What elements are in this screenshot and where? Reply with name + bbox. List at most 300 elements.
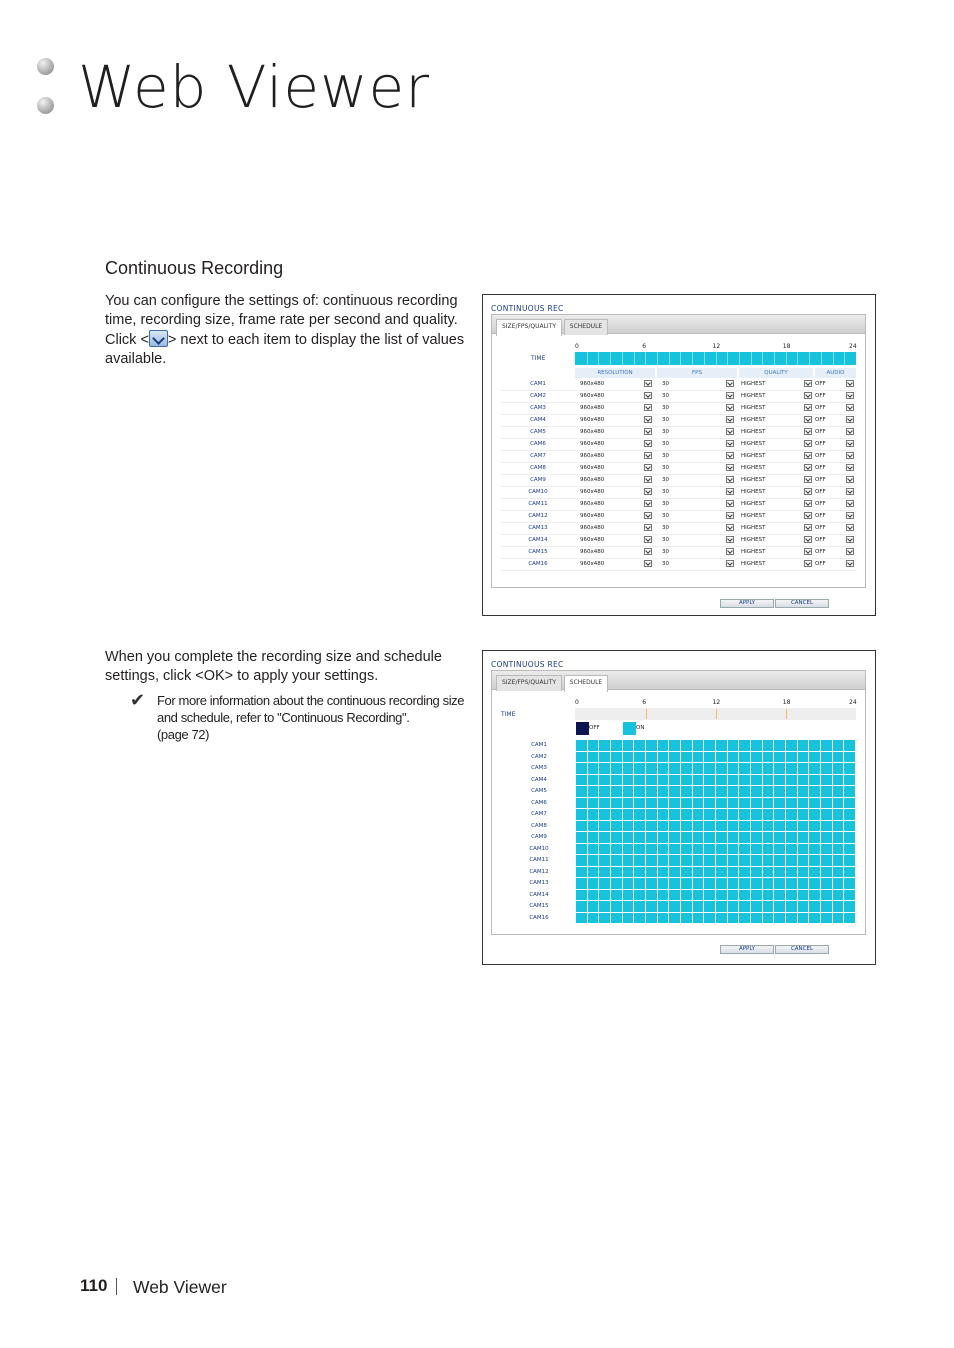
schedule-cell[interactable] — [774, 844, 786, 856]
schedule-cell[interactable] — [576, 798, 588, 810]
schedule-cell[interactable] — [809, 763, 821, 775]
fps-dropdown-icon[interactable] — [726, 428, 734, 435]
schedule-cell[interactable] — [844, 809, 856, 821]
quality-dropdown-icon[interactable] — [804, 548, 812, 555]
schedule-cell[interactable] — [728, 763, 740, 775]
schedule-cell[interactable] — [669, 752, 681, 764]
schedule-cell[interactable] — [763, 821, 775, 833]
schedule-cell[interactable] — [669, 786, 681, 798]
schedule-cell[interactable] — [693, 763, 705, 775]
quality-dropdown-icon[interactable] — [804, 560, 812, 567]
schedule-cell[interactable] — [751, 901, 763, 913]
schedule-cell[interactable] — [798, 890, 810, 902]
audio-dropdown-icon[interactable] — [846, 524, 854, 531]
schedule-cell[interactable] — [763, 798, 775, 810]
schedule-cell[interactable] — [681, 775, 693, 787]
fps-dropdown-icon[interactable] — [726, 440, 734, 447]
schedule-cell[interactable] — [786, 821, 798, 833]
schedule-cell[interactable] — [646, 844, 658, 856]
audio-dropdown-icon[interactable] — [846, 380, 854, 387]
schedule-cell[interactable] — [658, 890, 670, 902]
schedule-cell[interactable] — [716, 809, 728, 821]
schedule-cell[interactable] — [669, 775, 681, 787]
schedule-cell[interactable] — [786, 786, 798, 798]
schedule-cell[interactable] — [681, 878, 693, 890]
schedule-cell[interactable] — [786, 775, 798, 787]
schedule-cell[interactable] — [844, 832, 856, 844]
resolution-dropdown-icon[interactable] — [644, 380, 652, 387]
audio-dropdown-icon[interactable] — [846, 476, 854, 483]
schedule-cell[interactable] — [693, 752, 705, 764]
schedule-cell[interactable] — [634, 798, 646, 810]
schedule-cell[interactable] — [844, 913, 856, 925]
schedule-cell[interactable] — [693, 832, 705, 844]
schedule-cell[interactable] — [774, 867, 786, 879]
resolution-dropdown-icon[interactable] — [644, 500, 652, 507]
schedule-cell[interactable] — [599, 878, 611, 890]
schedule-cell[interactable] — [704, 740, 716, 752]
schedule-cell[interactable] — [751, 740, 763, 752]
schedule-cell[interactable] — [704, 821, 716, 833]
schedule-cell[interactable] — [786, 913, 798, 925]
schedule-cell[interactable] — [646, 786, 658, 798]
schedule-cell[interactable] — [576, 752, 588, 764]
schedule-cell[interactable] — [763, 763, 775, 775]
schedule-cell[interactable] — [798, 832, 810, 844]
schedule-cell[interactable] — [576, 867, 588, 879]
audio-dropdown-icon[interactable] — [846, 500, 854, 507]
audio-dropdown-icon[interactable] — [846, 404, 854, 411]
quality-dropdown-icon[interactable] — [804, 536, 812, 543]
schedule-cell[interactable] — [658, 798, 670, 810]
schedule-cell[interactable] — [809, 786, 821, 798]
schedule-cell[interactable] — [599, 786, 611, 798]
fps-dropdown-icon[interactable] — [726, 452, 734, 459]
schedule-cell[interactable] — [646, 740, 658, 752]
schedule-cell[interactable] — [798, 775, 810, 787]
schedule-cell[interactable] — [681, 913, 693, 925]
schedule-cell[interactable] — [844, 878, 856, 890]
schedule-cell[interactable] — [681, 844, 693, 856]
schedule-cell[interactable] — [576, 786, 588, 798]
fps-dropdown-icon[interactable] — [726, 464, 734, 471]
schedule-cell[interactable] — [611, 890, 623, 902]
schedule-cell[interactable] — [634, 775, 646, 787]
schedule-cell[interactable] — [809, 809, 821, 821]
resolution-dropdown-icon[interactable] — [644, 548, 652, 555]
schedule-cell[interactable] — [658, 775, 670, 787]
schedule-cell[interactable] — [774, 901, 786, 913]
schedule-cell[interactable] — [821, 867, 833, 879]
schedule-cell[interactable] — [704, 844, 716, 856]
schedule-cell[interactable] — [623, 798, 635, 810]
audio-dropdown-icon[interactable] — [846, 536, 854, 543]
schedule-cell[interactable] — [623, 844, 635, 856]
fps-dropdown-icon[interactable] — [726, 548, 734, 555]
schedule-cell[interactable] — [763, 844, 775, 856]
schedule-cell[interactable] — [599, 763, 611, 775]
schedule-cell[interactable] — [774, 752, 786, 764]
schedule-cell[interactable] — [634, 821, 646, 833]
schedule-cell[interactable] — [833, 798, 845, 810]
schedule-cell[interactable] — [774, 798, 786, 810]
quality-dropdown-icon[interactable] — [804, 440, 812, 447]
resolution-dropdown-icon[interactable] — [644, 464, 652, 471]
schedule-cell[interactable] — [844, 890, 856, 902]
schedule-cell[interactable] — [739, 798, 751, 810]
schedule-cell[interactable] — [646, 890, 658, 902]
schedule-cell[interactable] — [728, 809, 740, 821]
schedule-cell[interactable] — [681, 809, 693, 821]
quality-dropdown-icon[interactable] — [804, 452, 812, 459]
schedule-cell[interactable] — [716, 890, 728, 902]
quality-dropdown-icon[interactable] — [804, 512, 812, 519]
schedule-cell[interactable] — [634, 740, 646, 752]
schedule-cell[interactable] — [634, 901, 646, 913]
schedule-cell[interactable] — [646, 752, 658, 764]
audio-dropdown-icon[interactable] — [846, 512, 854, 519]
schedule-cell[interactable] — [588, 740, 600, 752]
schedule-cell[interactable] — [716, 763, 728, 775]
schedule-cell[interactable] — [646, 901, 658, 913]
schedule-cell[interactable] — [669, 855, 681, 867]
schedule-cell[interactable] — [669, 844, 681, 856]
schedule-cell[interactable] — [599, 901, 611, 913]
schedule-cell[interactable] — [576, 763, 588, 775]
resolution-dropdown-icon[interactable] — [644, 392, 652, 399]
schedule-cell[interactable] — [716, 821, 728, 833]
schedule-cell[interactable] — [681, 890, 693, 902]
schedule-cell[interactable] — [821, 786, 833, 798]
schedule-cell[interactable] — [751, 798, 763, 810]
schedule-cell[interactable] — [798, 901, 810, 913]
apply-button[interactable]: APPLY — [720, 599, 774, 608]
schedule-cell[interactable] — [844, 901, 856, 913]
schedule-cell[interactable] — [833, 901, 845, 913]
schedule-cell[interactable] — [774, 890, 786, 902]
schedule-cell[interactable] — [809, 775, 821, 787]
resolution-dropdown-icon[interactable] — [644, 452, 652, 459]
schedule-cell[interactable] — [599, 832, 611, 844]
schedule-cell[interactable] — [634, 752, 646, 764]
schedule-cell[interactable] — [728, 913, 740, 925]
schedule-cell[interactable] — [716, 855, 728, 867]
quality-dropdown-icon[interactable] — [804, 404, 812, 411]
schedule-cell[interactable] — [798, 786, 810, 798]
resolution-dropdown-icon[interactable] — [644, 488, 652, 495]
schedule-cell[interactable] — [576, 878, 588, 890]
schedule-cell[interactable] — [634, 786, 646, 798]
schedule-cell[interactable] — [798, 878, 810, 890]
quality-dropdown-icon[interactable] — [804, 464, 812, 471]
schedule-cell[interactable] — [658, 844, 670, 856]
schedule-cell[interactable] — [646, 775, 658, 787]
schedule-cell[interactable] — [821, 740, 833, 752]
schedule-cell[interactable] — [763, 855, 775, 867]
audio-dropdown-icon[interactable] — [846, 440, 854, 447]
schedule-cell[interactable] — [751, 844, 763, 856]
schedule-cell[interactable] — [681, 798, 693, 810]
schedule-cell[interactable] — [611, 832, 623, 844]
schedule-cell[interactable] — [809, 878, 821, 890]
cancel-button[interactable]: CANCEL — [775, 599, 829, 608]
schedule-cell[interactable] — [728, 740, 740, 752]
schedule-cell[interactable] — [634, 890, 646, 902]
schedule-cell[interactable] — [763, 890, 775, 902]
schedule-cell[interactable] — [739, 901, 751, 913]
schedule-cell[interactable] — [763, 809, 775, 821]
schedule-cell[interactable] — [798, 867, 810, 879]
schedule-cell[interactable] — [623, 809, 635, 821]
schedule-cell[interactable] — [623, 775, 635, 787]
schedule-cell[interactable] — [751, 867, 763, 879]
schedule-cell[interactable] — [728, 890, 740, 902]
schedule-cell[interactable] — [833, 844, 845, 856]
schedule-cell[interactable] — [704, 798, 716, 810]
schedule-cell[interactable] — [844, 763, 856, 775]
apply-button[interactable]: APPLY — [720, 945, 774, 954]
schedule-cell[interactable] — [646, 763, 658, 775]
schedule-cell[interactable] — [751, 913, 763, 925]
schedule-cell[interactable] — [623, 821, 635, 833]
schedule-cell[interactable] — [833, 752, 845, 764]
time-bar[interactable] — [575, 352, 856, 365]
schedule-cell[interactable] — [716, 913, 728, 925]
fps-dropdown-icon[interactable] — [726, 560, 734, 567]
schedule-cell[interactable] — [693, 809, 705, 821]
audio-dropdown-icon[interactable] — [846, 560, 854, 567]
schedule-cell[interactable] — [798, 821, 810, 833]
schedule-cell[interactable] — [751, 832, 763, 844]
schedule-cell[interactable] — [786, 809, 798, 821]
schedule-cell[interactable] — [658, 855, 670, 867]
schedule-cell[interactable] — [821, 809, 833, 821]
schedule-cell[interactable] — [821, 844, 833, 856]
schedule-cell[interactable] — [623, 890, 635, 902]
schedule-cell[interactable] — [681, 752, 693, 764]
schedule-cell[interactable] — [739, 752, 751, 764]
schedule-cell[interactable] — [634, 867, 646, 879]
schedule-cell[interactable] — [704, 901, 716, 913]
schedule-cell[interactable] — [669, 821, 681, 833]
schedule-cell[interactable] — [681, 786, 693, 798]
schedule-cell[interactable] — [623, 740, 635, 752]
audio-dropdown-icon[interactable] — [846, 392, 854, 399]
schedule-cell[interactable] — [716, 832, 728, 844]
schedule-cell[interactable] — [763, 913, 775, 925]
schedule-cell[interactable] — [751, 763, 763, 775]
fps-dropdown-icon[interactable] — [726, 536, 734, 543]
schedule-cell[interactable] — [658, 832, 670, 844]
schedule-cell[interactable] — [634, 832, 646, 844]
schedule-cell[interactable] — [611, 786, 623, 798]
schedule-cell[interactable] — [646, 832, 658, 844]
schedule-cell[interactable] — [576, 855, 588, 867]
schedule-cell[interactable] — [774, 855, 786, 867]
schedule-cell[interactable] — [728, 901, 740, 913]
schedule-cell[interactable] — [798, 740, 810, 752]
schedule-cell[interactable] — [739, 878, 751, 890]
schedule-cell[interactable] — [588, 786, 600, 798]
schedule-cell[interactable] — [751, 890, 763, 902]
schedule-cell[interactable] — [611, 867, 623, 879]
schedule-cell[interactable] — [704, 786, 716, 798]
tab-size-fps-quality[interactable]: SIZE/FPS/QUALITY — [496, 319, 562, 336]
schedule-cell[interactable] — [844, 844, 856, 856]
schedule-cell[interactable] — [693, 740, 705, 752]
schedule-cell[interactable] — [844, 867, 856, 879]
schedule-cell[interactable] — [728, 775, 740, 787]
schedule-cell[interactable] — [658, 913, 670, 925]
schedule-cell[interactable] — [728, 798, 740, 810]
schedule-cell[interactable] — [833, 867, 845, 879]
schedule-cell[interactable] — [693, 913, 705, 925]
schedule-cell[interactable] — [739, 763, 751, 775]
schedule-cell[interactable] — [844, 740, 856, 752]
quality-dropdown-icon[interactable] — [804, 476, 812, 483]
resolution-dropdown-icon[interactable] — [644, 404, 652, 411]
schedule-cell[interactable] — [739, 855, 751, 867]
schedule-cell[interactable] — [599, 798, 611, 810]
audio-dropdown-icon[interactable] — [846, 428, 854, 435]
schedule-cell[interactable] — [599, 752, 611, 764]
schedule-cell[interactable] — [728, 821, 740, 833]
schedule-cell[interactable] — [809, 844, 821, 856]
schedule-cell[interactable] — [833, 821, 845, 833]
schedule-cell[interactable] — [751, 786, 763, 798]
fps-dropdown-icon[interactable] — [726, 380, 734, 387]
schedule-cell[interactable] — [786, 763, 798, 775]
schedule-cell[interactable] — [728, 867, 740, 879]
fps-dropdown-icon[interactable] — [726, 476, 734, 483]
schedule-cell[interactable] — [809, 798, 821, 810]
fps-dropdown-icon[interactable] — [726, 416, 734, 423]
schedule-cell[interactable] — [681, 821, 693, 833]
schedule-cell[interactable] — [833, 832, 845, 844]
resolution-dropdown-icon[interactable] — [644, 416, 652, 423]
schedule-cell[interactable] — [844, 855, 856, 867]
schedule-cell[interactable] — [646, 867, 658, 879]
tab-schedule[interactable]: SCHEDULE — [564, 675, 608, 692]
schedule-cell[interactable] — [821, 901, 833, 913]
schedule-cell[interactable] — [716, 786, 728, 798]
schedule-cell[interactable] — [786, 844, 798, 856]
schedule-cell[interactable] — [599, 775, 611, 787]
schedule-cell[interactable] — [693, 798, 705, 810]
schedule-cell[interactable] — [821, 763, 833, 775]
quality-dropdown-icon[interactable] — [804, 500, 812, 507]
schedule-cell[interactable] — [704, 913, 716, 925]
schedule-cell[interactable] — [658, 878, 670, 890]
schedule-cell[interactable] — [693, 844, 705, 856]
schedule-cell[interactable] — [821, 798, 833, 810]
schedule-cell[interactable] — [646, 855, 658, 867]
schedule-cell[interactable] — [588, 878, 600, 890]
schedule-cell[interactable] — [623, 878, 635, 890]
schedule-cell[interactable] — [634, 809, 646, 821]
schedule-cell[interactable] — [833, 890, 845, 902]
resolution-dropdown-icon[interactable] — [644, 440, 652, 447]
resolution-dropdown-icon[interactable] — [644, 512, 652, 519]
schedule-cell[interactable] — [786, 740, 798, 752]
schedule-cell[interactable] — [739, 844, 751, 856]
schedule-cell[interactable] — [763, 832, 775, 844]
schedule-cell[interactable] — [751, 855, 763, 867]
schedule-cell[interactable] — [599, 855, 611, 867]
schedule-cell[interactable] — [739, 740, 751, 752]
schedule-cell[interactable] — [704, 763, 716, 775]
schedule-cell[interactable] — [646, 913, 658, 925]
schedule-cell[interactable] — [716, 867, 728, 879]
schedule-cell[interactable] — [576, 740, 588, 752]
schedule-cell[interactable] — [611, 775, 623, 787]
schedule-cell[interactable] — [786, 752, 798, 764]
schedule-cell[interactable] — [611, 798, 623, 810]
schedule-cell[interactable] — [693, 867, 705, 879]
schedule-cell[interactable] — [716, 775, 728, 787]
schedule-cell[interactable] — [798, 855, 810, 867]
audio-dropdown-icon[interactable] — [846, 488, 854, 495]
schedule-cell[interactable] — [763, 901, 775, 913]
schedule-cell[interactable] — [844, 775, 856, 787]
schedule-cell[interactable] — [798, 798, 810, 810]
schedule-cell[interactable] — [681, 763, 693, 775]
schedule-cell[interactable] — [693, 878, 705, 890]
schedule-cell[interactable] — [821, 913, 833, 925]
schedule-cell[interactable] — [681, 855, 693, 867]
resolution-dropdown-icon[interactable] — [644, 476, 652, 483]
schedule-cell[interactable] — [798, 752, 810, 764]
schedule-cell[interactable] — [611, 752, 623, 764]
schedule-cell[interactable] — [786, 878, 798, 890]
schedule-cell[interactable] — [681, 867, 693, 879]
schedule-cell[interactable] — [634, 844, 646, 856]
schedule-cell[interactable] — [751, 878, 763, 890]
schedule-cell[interactable] — [704, 809, 716, 821]
schedule-cell[interactable] — [669, 763, 681, 775]
schedule-cell[interactable] — [763, 775, 775, 787]
schedule-cell[interactable] — [588, 901, 600, 913]
resolution-dropdown-icon[interactable] — [644, 560, 652, 567]
schedule-cell[interactable] — [693, 901, 705, 913]
schedule-cell[interactable] — [739, 809, 751, 821]
schedule-cell[interactable] — [774, 763, 786, 775]
schedule-cell[interactable] — [774, 775, 786, 787]
schedule-cell[interactable] — [716, 878, 728, 890]
schedule-cell[interactable] — [798, 763, 810, 775]
schedule-cell[interactable] — [786, 855, 798, 867]
tab-size-fps-quality[interactable]: SIZE/FPS/QUALITY — [496, 675, 562, 691]
schedule-cell[interactable] — [669, 913, 681, 925]
schedule-cell[interactable] — [833, 763, 845, 775]
fps-dropdown-icon[interactable] — [726, 524, 734, 531]
schedule-cell[interactable] — [763, 786, 775, 798]
schedule-cell[interactable] — [588, 855, 600, 867]
schedule-cell[interactable] — [716, 844, 728, 856]
schedule-cell[interactable] — [844, 752, 856, 764]
schedule-cell[interactable] — [669, 740, 681, 752]
schedule-cell[interactable] — [634, 855, 646, 867]
schedule-cell[interactable] — [588, 763, 600, 775]
schedule-cell[interactable] — [833, 775, 845, 787]
schedule-cell[interactable] — [728, 844, 740, 856]
schedule-cell[interactable] — [576, 901, 588, 913]
schedule-cell[interactable] — [646, 809, 658, 821]
schedule-cell[interactable] — [809, 867, 821, 879]
schedule-cell[interactable] — [821, 890, 833, 902]
schedule-cell[interactable] — [739, 821, 751, 833]
resolution-dropdown-icon[interactable] — [644, 524, 652, 531]
